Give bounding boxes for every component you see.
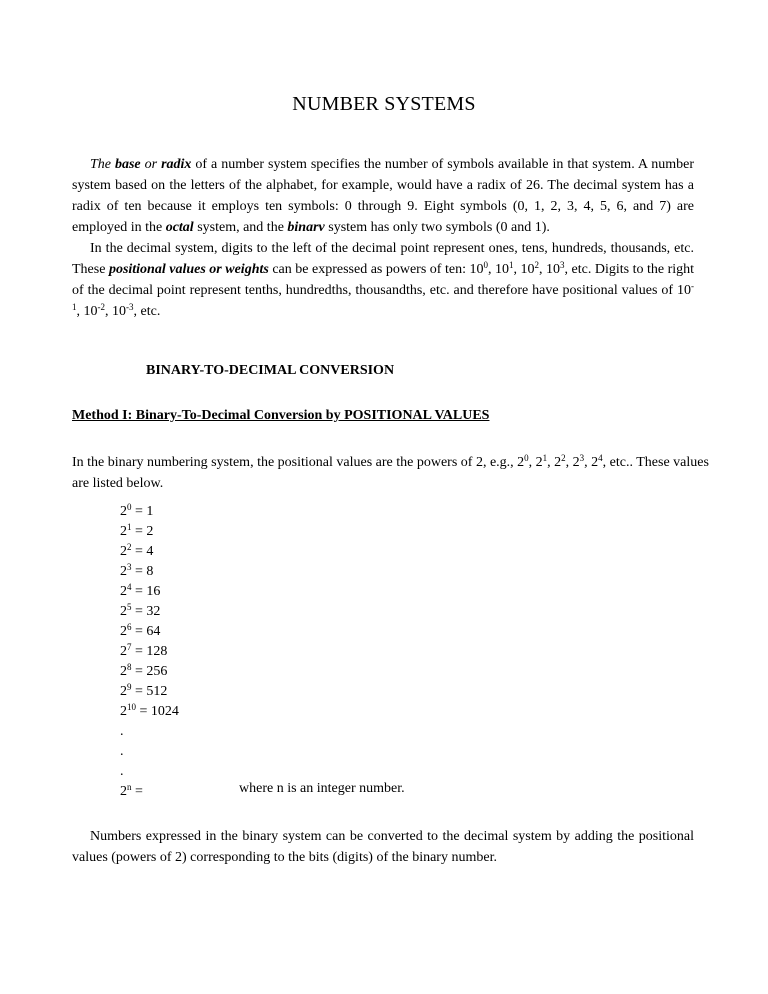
term-binary: binarv [287, 220, 325, 235]
paragraph-conversion: Numbers expressed in the binary system can be converted to the decimal system by adding the positional values (powers of 2) corresponding to the bits (digits) of the binary number. [72, 829, 694, 865]
power-row: $2^{10} = 1024$ [120, 702, 179, 719]
power-row: $2^0 = 1$ [120, 502, 154, 519]
power-row: $2^3 = 8$ [120, 562, 154, 579]
section-heading: BINARY-TO-DECIMAL CONVERSION [146, 363, 395, 378]
power-row: $2^1 = 2$ [120, 522, 154, 539]
power-row: $2^4 = 16$ [120, 582, 161, 599]
power-row: $2^7 = 128$ [120, 642, 168, 659]
paragraph-radix: The base or radix of a number system specifies the number of symbols available in that system. A number system based on the letters of the alphabet, for example, would have a radix of 26. The decimal system has a radix of ten because it employs ten symbols: 0 through 9. Eight symbols (0, 1, 2, 3, 4, 5, 6, and 7) are employed in the octal system, and the binarv system has only two symbols (0 and 1). [72, 157, 694, 235]
power-row: $2^9 = 512$ [120, 682, 168, 699]
power-row-n: $2^n$ = [120, 782, 143, 799]
ellipsis-dot: . [120, 744, 124, 759]
power-row: $2^2 = 4$ [120, 542, 154, 559]
term-octal: octal [165, 220, 194, 235]
paragraph-binary-intro: In the binary numbering system, the positional values are the powers of 2, e.g., $2^0$, $2^1$, $2^2$, $2^3$, $2^4$, etc.. These values are listed below. [72, 453, 709, 491]
ellipsis-dot: . [120, 724, 124, 739]
power-row: $2^6 = 64$ [120, 622, 161, 639]
term-base: base [114, 157, 141, 172]
paragraph-positional: In the decimal system, digits to the left of the decimal point represent ones, tens, hundreds, thousands, etc. These positional values or weights can be expressed as powers of ten: $10^0$, $10^1$, $10^2$, $10^3$, etc. Digits to the right of the decimal point represent tenths, hundredths, thousandths, etc. and therefore have positional values of $10^{-1}$, $10^{-2}$, $10^{-3}$, etc. [72, 241, 695, 319]
method-heading: Method I: Binary-To-Decimal Conversion by POSITIONAL VALUES [72, 408, 490, 423]
power-row: $2^8 = 256$ [120, 662, 168, 679]
term-positional-values: positional values or weights [108, 262, 269, 277]
powers-of-two-list [120, 502, 179, 802]
ellipsis-dot: . [120, 764, 124, 779]
page-title: NUMBER SYSTEMS [292, 93, 476, 115]
term-radix: radix [161, 157, 192, 172]
where-note: where n is an integer number. [239, 781, 405, 796]
power-row: $2^5 = 32$ [120, 602, 161, 619]
